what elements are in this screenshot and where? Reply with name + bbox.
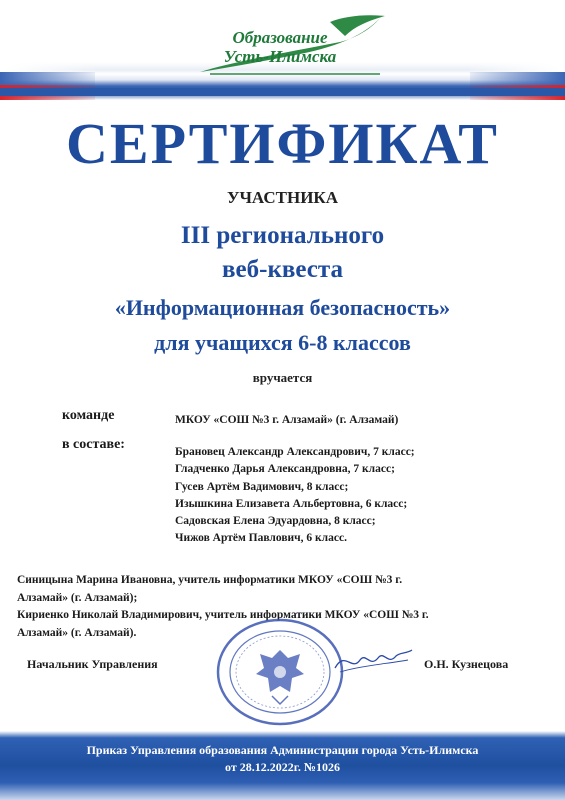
signature-position: Начальник Управления [27,657,158,671]
list-item: Гусев Артём Вадимович, 8 класс; [175,480,349,493]
footer-order: Приказ Управления образования Администрации города Усть-Илимска [86,743,479,757]
team-label: команде [62,408,115,423]
subtitle-participant: УЧАСТНИКА [226,188,339,207]
logo-line-2: Усть-Илимска [223,47,337,66]
teacher-line: Алзамай» (г. Алзамай). [17,626,137,639]
teacher-line: Алзамай» (г. Алзамай); [17,591,138,604]
header-blue-stripe [0,88,565,96]
list-item: Садовская Елена Эдуардовна, 8 класс; [175,515,376,528]
list-item: Гладченко Дарья Александровна, 7 класс; [175,463,395,476]
member-list [175,444,415,548]
subtitle-audience: для учащихся 6-8 классов [154,330,411,355]
subtitle-event-type: веб-квеста [222,256,343,283]
list-item: Изышкина Елизавета Альбертовна, 6 класс; [175,497,408,510]
list-item: Чижов Артём Павлович, 6 класс. [175,532,347,545]
signature-name: О.Н. Кузнецова [424,657,509,671]
subtitle-event-name: «Информационная безопасность» [114,295,451,320]
composition-label: в составе: [62,437,125,452]
subtitle-awarded: вручается [252,370,313,385]
certificate-title: СЕРТИФИКАТ [66,111,499,176]
official-stamp [214,616,346,728]
list-item: Брановец Александр Александрович, 7 класс; [175,446,415,458]
logo-text [205,28,355,66]
signature-scribble [330,640,415,680]
team-value: МКОУ «СОШ №3 г. Алзамай» (г. Алзамай) [175,414,399,426]
subtitle-event-level: III регионального [180,222,385,249]
footer-date: от 28.12.2022г. №1026 [225,760,340,774]
footer-text [0,742,565,776]
teacher-line: Кириенко Николай Владимирович, учитель информатики МКОУ «СОШ №3 г. [17,609,429,621]
logo-line-1: Образование [232,28,328,47]
teacher-line: Синицына Марина Ивановна, учитель информатики МКОУ «СОШ №3 г. [17,574,403,586]
